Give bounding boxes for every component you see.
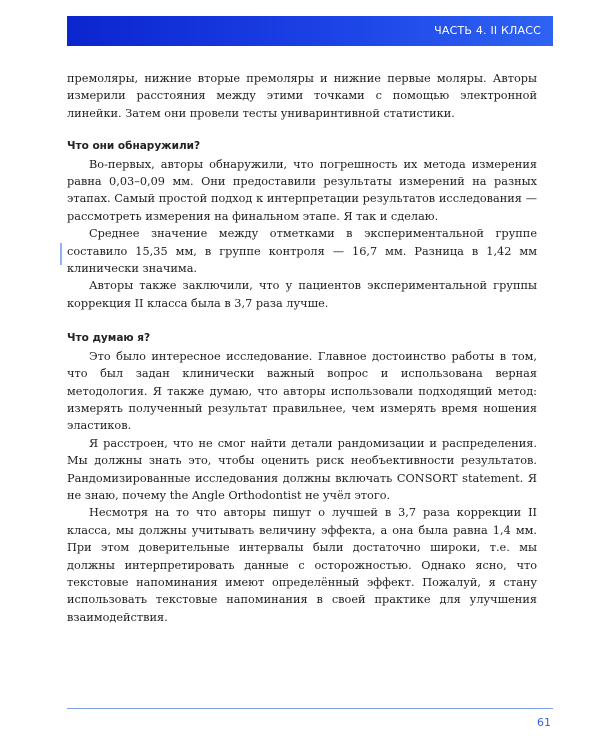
findings-paragraph-3: Авторы также заключили, что у пациентов экспериментальной группы коррекция II класса была в 3,7 раза лучше.: [67, 279, 537, 310]
page-number: 61: [537, 716, 551, 729]
opinion-paragraph-3: Несмотря на то что авторы пишут о лучшей в 3,7 раза коррекции II класса, мы должны учитывать величину эффекта, а она была равна 1,4 мм. При этом доверительные интервалы были достаточно широки, т.е. мы должны интерпретировать данные с осторожностью. Однако ясно, что текстовые напоминания имеют определённый эффект. Пожалуй, я стану использовать текстовые напоминания в своей практике для улучшения взаимодействия.: [67, 506, 537, 624]
page-body: [67, 70, 537, 626]
margin-marker: [60, 243, 62, 265]
opinion-paragraph-1: Это было интересное исследование. Главное достоинство работы в том, что был задан клинически важный вопрос и использована верная методология. Я также думаю, что авторы использовали подходящий метод: измерять полученный результат правильнее, чем измерять время ношения эластиков.: [67, 349, 537, 433]
footer-divider: [67, 708, 553, 709]
findings-paragraph-2: Среднее значение между отметками в экспериментальной группе составило 15,35 мм, в группе контроля — 16,7 мм. Разница в 1,42 мм клинически значима.: [67, 227, 537, 276]
chapter-header-bar: [67, 16, 553, 46]
findings-paragraph-1: Во-первых, авторы обнаружили, что погрешность их метода измерения равна 0,03–0,09 мм. Они предоставили результаты измерений на разных этапах. Самый простой подход к интерпретации результатов исследования — рассмотреть измерения на финальном этапе. Я так и сделаю.: [67, 157, 537, 223]
section-heading-opinion: Что думаю я?: [67, 332, 151, 345]
chapter-title: ЧАСТЬ 4. II КЛАСС: [434, 24, 541, 37]
opinion-paragraph-2: Я расстроен, что не смог найти детали рандомизации и распределения. Мы должны знать это, чтобы оценить риск необъективности результатов. Рандомизированные исследования должны включать CONSORT statement. Я не знаю, почему the Angle Orthodontist не учёл этого.: [67, 436, 537, 502]
intro-paragraph: премоляры, нижние вторые премоляры и нижние первые моляры. Авторы измерили расстояния между этими точками с помощью электронной линейки. Затем они провели тесты униваринтивной статистики.: [67, 72, 537, 120]
section-heading-findings: Что они обнаружили?: [67, 140, 201, 153]
